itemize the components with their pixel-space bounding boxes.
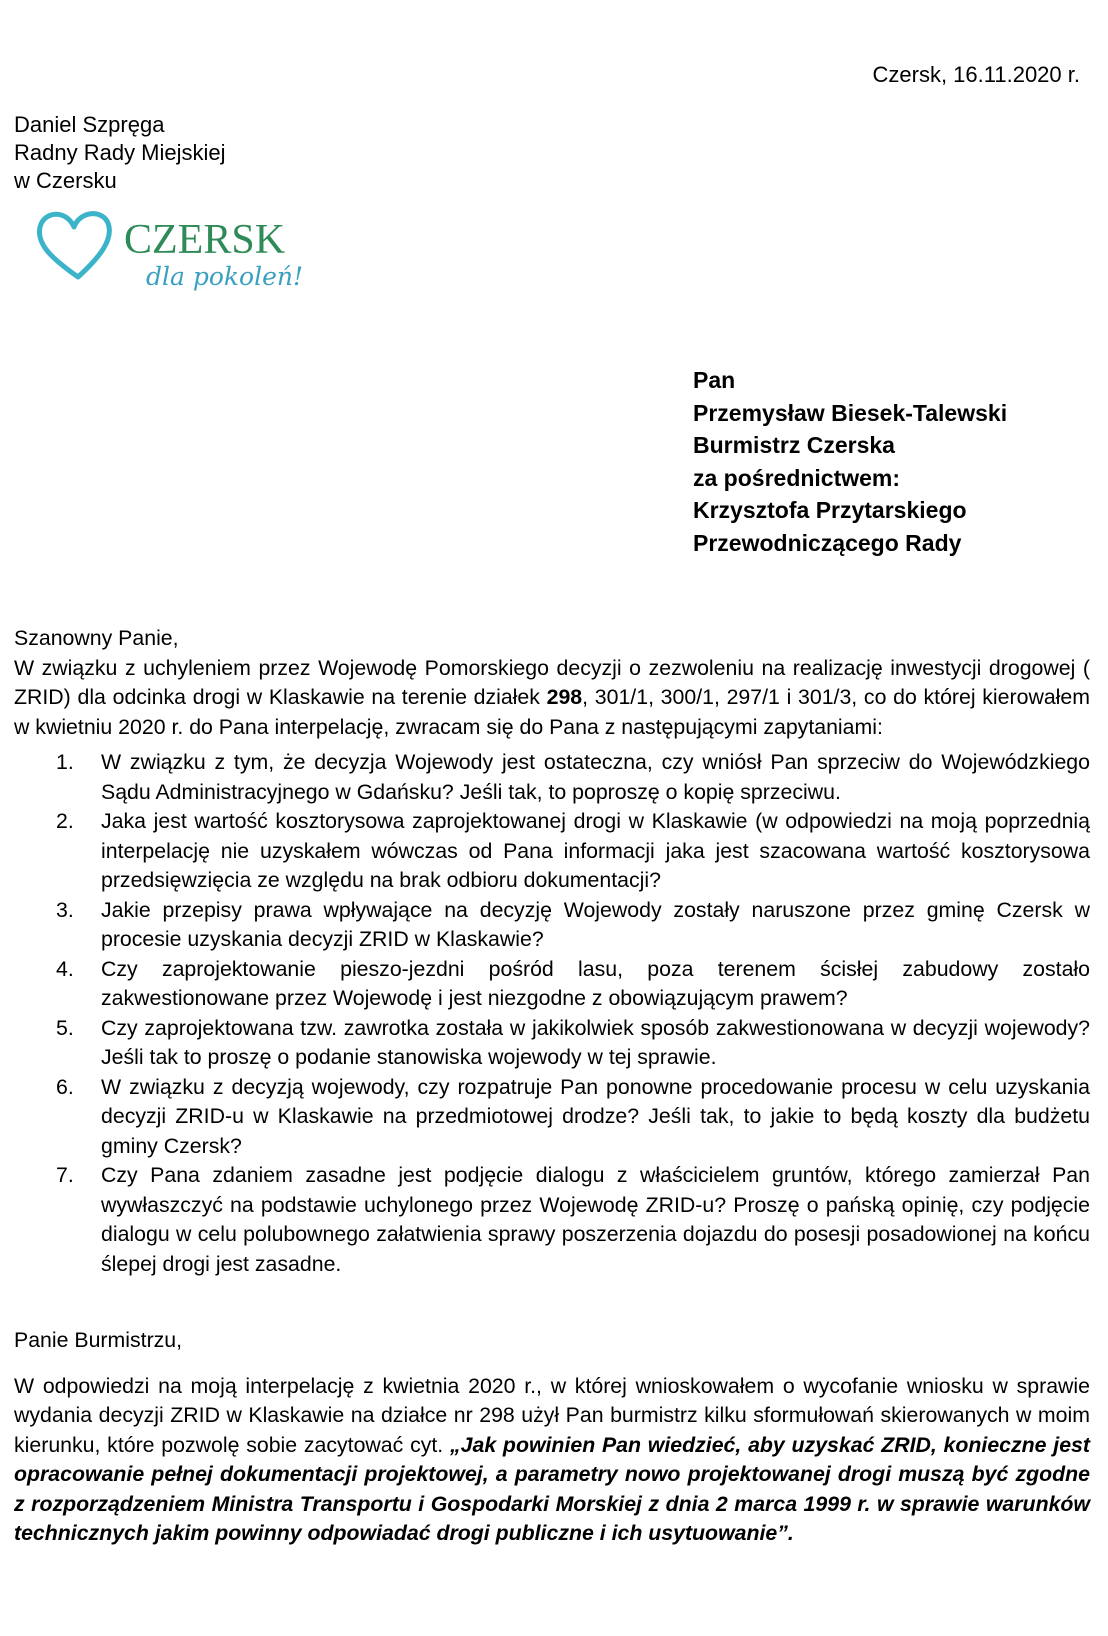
- sender-place: w Czersku: [14, 168, 117, 193]
- intro-paragraph: [14, 654, 1090, 743]
- addressee-line: Pan: [693, 367, 736, 393]
- addressee-line: za pośrednictwem:: [693, 464, 901, 491]
- sender-title: Radny Rady Miejskiej: [14, 140, 226, 165]
- list-number: 2.: [56, 809, 74, 833]
- list-text: W związku z decyzją wojewody, czy rozpatruje Pan ponowne procedowanie procesu w celu uzyskania decyzji ZRID-u w Klaskawie na przedmiotowej drodze? Jeśli tak, to jakie to będą koszty dla budżetu gminy Czersk?: [101, 1074, 1090, 1158]
- addressee-block: [693, 364, 1007, 559]
- list-text: Czy zaprojektowana tzw. zawrotka została w jakikolwiek sposób zakwestionowana w decyzji wojewody? Jeśli tak to proszę o podanie stanowiska wojewody w tej sprawie.: [101, 1015, 1090, 1069]
- intro-text: W związku z uchyleniem przez Wojewodę Pomorskiego decyzji o zezwoleniu na realizację inwestycji drogowej ( ZRID) dla odcinka drogi w Klaskawie na terenie działek: [14, 655, 1090, 709]
- closing-text: W odpowiedzi na moją interpelację z kwietnia 2020 r., w której wnioskowałem o wycofanie wniosku w sprawie wydania decyzji ZRID w Klaskawie na działce nr 298 użył Pan burmistrz kilku sformułowań skierowanych w moim kierunku, które pozwolę sobie zacytować cyt.: [14, 1373, 1090, 1457]
- list-item: [14, 1014, 1090, 1073]
- list-text: W związku z tym, że decyzja Wojewody jest ostateczna, czy wniósł Pan sprzeciw do Wojewódzkiego Sądu Administracyjnego w Gdańsku? Jeśli tak, to poproszę o kopię sprzeciwu.: [101, 750, 1090, 804]
- addressee-line: Przemysław Biesek-Talewski: [693, 399, 1008, 426]
- logo-wordmark: CZERSK: [124, 217, 286, 263]
- list-item: [14, 748, 1090, 807]
- addressee-line: Przewodniczącego Rady: [693, 529, 962, 556]
- list-item: [14, 955, 1090, 1014]
- list-number: 3.: [56, 897, 74, 922]
- heart-icon: [39, 214, 109, 277]
- sender-block: [14, 111, 226, 195]
- sender-name: Daniel Szpręga: [14, 112, 165, 137]
- list-number: 7.: [56, 1163, 74, 1187]
- questions-list: [14, 748, 1090, 1279]
- letter-body: [14, 624, 1090, 1549]
- list-number: 5.: [56, 1015, 74, 1040]
- closing-paragraph: [14, 1372, 1090, 1549]
- list-text: Czy zaprojektowanie pieszo-jezdni pośród lasu, poza terenem ścisłej zabudowy zostało zakwestionowane przez Wojewodę i jest niezgodne z obowiązującym prawem?: [101, 956, 1090, 1010]
- list-number: 6.: [56, 1074, 74, 1099]
- list-number: 4.: [56, 956, 74, 981]
- salutation: Panie Burmistrzu,: [14, 1328, 183, 1352]
- logo-tagline: dla pokoleń!: [146, 262, 304, 291]
- list-item: [14, 1161, 1090, 1279]
- letter-date: Czersk, 16.11.2020 r.: [872, 62, 1080, 87]
- list-item: [14, 1073, 1090, 1162]
- list-text: Czy Pana zdaniem zasadne jest podjęcie dialogu z właścicielem gruntów, którego zamierzał Pan wywłaszczyć na podstawie uchylonego przez Wojewodę ZRID-u? Proszę o pańską opinię, czy podjęcie dialogu w celu polubownego załatwienia sprawy poszerzenia dojazdu do posesji posadowionej na końcu ślepej drogi jest zasadne.: [101, 1163, 1090, 1276]
- intro-text-rest: , 301/1, 300/1, 297/1 i 301/3, co do której kierowałem w kwietniu 2020 r. do Pana interpelację, zwracam się do Pana z następującymi zapytaniami:: [14, 685, 1090, 739]
- greeting: Szanowny Panie,: [14, 626, 179, 650]
- list-item: [14, 807, 1090, 896]
- addressee-line: Krzysztofa Przytarskiego: [693, 497, 967, 523]
- list-item: [14, 896, 1090, 955]
- list-text: Jakie przepisy prawa wpływające na decyzję Wojewody zostały naruszone przez gminę Czersk w procesie uzyskania decyzji ZRID w Klaskawie?: [101, 897, 1090, 951]
- list-text: Jaka jest wartość kosztorysowa zaprojektowanej drogi w Klaskawie (w odpowiedzi na moją poprzednią interpelację nie uzyskałem wówczas od Pana informacji jaka jest szacowana wartość kosztorysowa przedsięwzięcia ze względu na brak odbioru dokumentacji?: [101, 809, 1090, 892]
- intro-bold-parcel: 298: [546, 685, 583, 709]
- closing-quote: „Jak powinien Pan wiedzieć, aby uzyskać ZRID, konieczne jest opracowanie pełnej dokumentacji projektowej, a parametry nowo projektowanej drogi muszą być zgodne z rozporządzeniem Ministra Transportu i Gospodarki Morskiej z dnia 2 marca 1999 r. w sprawie warunków technicznych jakim powinny odpowiadać drogi publiczne i ich usytuowanie”.: [14, 1432, 1090, 1545]
- czersk-logo: [34, 205, 354, 320]
- list-number: 1.: [56, 750, 74, 774]
- addressee-line: Burmistrz Czerska: [693, 432, 895, 458]
